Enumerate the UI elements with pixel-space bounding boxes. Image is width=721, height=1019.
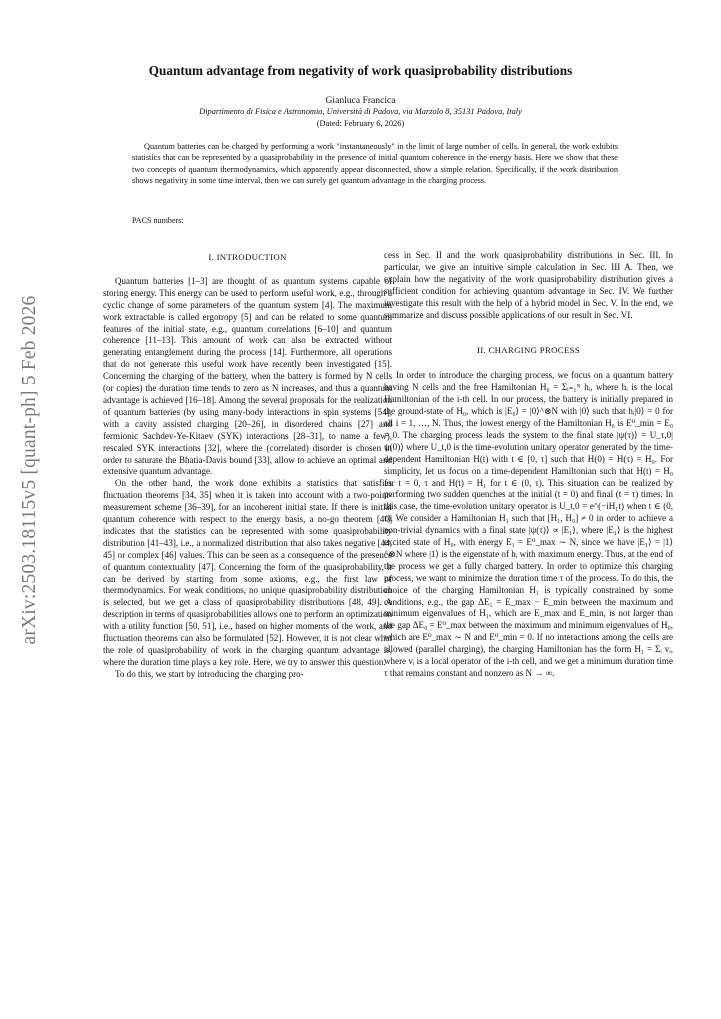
- left-column: [103, 252, 392, 681]
- intro-paragraph-1: Quantum batteries [1–3] are thought of as quantum systems capable of storing energy. This energy can be used to perform useful work, e.g., through a cyclic change of some parameters of the quantum system [4]. The maximum work extractable is called ergotropy [5] and can be related to some quantum features of the initial state, e.g., quantum correlations [6–10] and quantum coherence [11–13]. This amount of work can also be extracted without generating entanglement during the process [14]. Furthermore, all operations that do not generate this useful work have recently been investigated [15]. Concerning the charging of the battery, when the battery is formed by N cells (or copies) the duration time tends to zero as N increases, and thus a quantum advantage is achieved [16–18]. Among the several proposals for the realization of quantum batteries (by using many-body interactions in spin systems [54], with a cavity assisted charging [20–26], in disordered chains [27] and fermionic Sachdev-Ye-Kitaev (SYK) interactions [28–31], to name a few), rescaled SYK interactions [32], where the (correlated) disorder is chosen in order to saturate the Bhatia-Davis bound [33], allow to achieve an optimal and extensive quantum advantage.: [103, 275, 392, 477]
- pacs-numbers: PACS numbers:: [132, 216, 184, 225]
- author-name: Gianluca Francica: [325, 95, 396, 106]
- section-heading-introduction: I. INTRODUCTION: [208, 252, 287, 262]
- affiliation: Dipartimento di Fisica e Astronomia, Università di Padova, via Marzolo 8, 35131 Padova, Italy: [199, 107, 522, 116]
- date-line: (Dated: February 6, 2026): [316, 119, 405, 128]
- arxiv-id: arXiv:2503.18115v5 [quant-ph] 5 Feb 2026: [19, 295, 40, 645]
- arxiv-watermark: [10, 270, 50, 670]
- intro-paragraph-2: On the other hand, the work done exhibits a statistics that satisfies fluctuation theorems [34, 35] when it is taken into account with a two-point-measurement scheme [36–39], for an incoherent initial state. If there is initial quantum coherence with respect to the energy basis, a no-go theorem [40] indicates that the statistics can be represented with some quasiprobability distribution [41–43], i.e., a normalized distribution that also takes negative [44, 45] or complex [46] values. This can be seen as a consequence of the presence of quantum contextuality [47]. Concerning the form of the quasiprobability, it can be derived by starting from some axioms, e.g., the first law of thermodynamics. For weak conditions, no unique quasiprobability distribution is selected, but we get a class of quasiprobability distributions [48, 49]. A description in terms of quasiprobabilities allows one to perform an optimization with a utility function [50, 51], i.e., based on higher moments of the work, and fluctuation theorems can also be formulated [52]. However, it is not clear what the role of quasiprobability of work in the charging quantum advantage is, where the duration time plays a key role. Here, we try to answer this question.: [103, 478, 392, 667]
- charging-paragraph-1: In order to introduce the charging process, we focus on a quantum battery having N cells and the free Hamiltonian H₀ = Σᵢ₌₁ᴺ hᵢ, where hᵢ is the local Hamiltonian of the i-th cell. In our process, the battery is initially prepared in the ground-state of H₀, which is |E₀⟩ = |0⟩^⊗N with |0⟩ such that hᵢ|0⟩ = 0 for all i = 1, …, N. Thus, the lowest energy of the Hamiltonian H₀ is E⁰_min = E₀ = 0. The charging process leads the system to the final state |ψ(τ)⟩ = U_τ,0|ψ(0)⟩ where U_t,0 is the time-evolution unitary operator generated by the time-dependent Hamiltonian H(t) with t ∈ [0, τ] such that H(0) = H(τ) = H₀. For simplicity, let us focus on a time-dependent Hamiltonian such that H(t) = H₀ for t = 0, τ and H(t) = H₁ for t ∈ (0, τ). This situation can be realized by performing two sudden quenches at the initial (t = 0) and final (t = τ) times. In this case, the time-evolution unitary operator is U_t,0 = e^(−iH₁t) when t ∈ (0, τ). We consider a Hamiltonian H₁ such that [H₁, H₀] ≠ 0 in order to achieve a non-trivial dynamics with a final state |ψ(τ)⟩ ∝ |E₁⟩, where |E₁⟩ is the highest excited state of H₀, with energy E₁ = E⁰_max ∼ N, since we have |E₁⟩ = |1⟩^⊗N where |1⟩ is the eigenstate of hᵢ with maximum energy. Thus, at the end of the process we get a fully charged battery. In order to optimize this charging process, we want to minimize the duration time τ of the process. To do this, the choice of the charging Hamiltonian H₁ is typically constrained by some conditions, e.g., the gap ΔE₁ = E_max − E_min between the maximum and minimum eigenvalues of H₁, which are E_max and E_min, is not larger than the gap ΔE₀ = E⁰_max between the maximum and minimum eigenvalues of H₀, which are E⁰_max ∼ N and E⁰_min = 0. If no interactions among the cells are allowed (parallel charging), the charging Hamiltonian has the form H₁ = Σᵢ vᵢ, where vᵢ is a local operator of the i-th cell, and we get a minimum duration time τ that remains constant and nonzero as N → ∞.: [384, 370, 673, 678]
- section-heading-charging-process: II. CHARGING PROCESS: [476, 345, 581, 356]
- intro-paragraph-3: To do this, we start by introducing the charging pro-: [115, 668, 304, 679]
- paper-title: Quantum advantage from negativity of work quasiprobability distributions: [148, 63, 573, 78]
- right-column: [384, 250, 673, 680]
- intro-continuation: cess in Sec. II and the work quasiprobability distributions in Sec. III. In particular, we give an intuitive simple calculation in Sec. III A. Then, we explain how the negativity of the work quasiprobability distribution gives a sufficient condition for achieving quantum advantage in Sec. IV. We further investigate this result with the help of a hybrid model in Sec. V. In the end, we summarize and discuss possible applications of our result in Sec. VI.: [384, 250, 673, 320]
- abstract: Quantum batteries can be charged by performing a work "instantaneously" in the limit of large number of cells. In general, the work exhibits statistics that can be represented by a quasiprobability in the presence of initial quantum coherence in the energy basis. Here we show that these two concepts of quantum thermodynamics, which apparently appear disconnected, show a simple relation. Specifically, if the work distribution shows negativity in some time interval, then we can surely get quantum advantage in the charging process.: [132, 142, 618, 186]
